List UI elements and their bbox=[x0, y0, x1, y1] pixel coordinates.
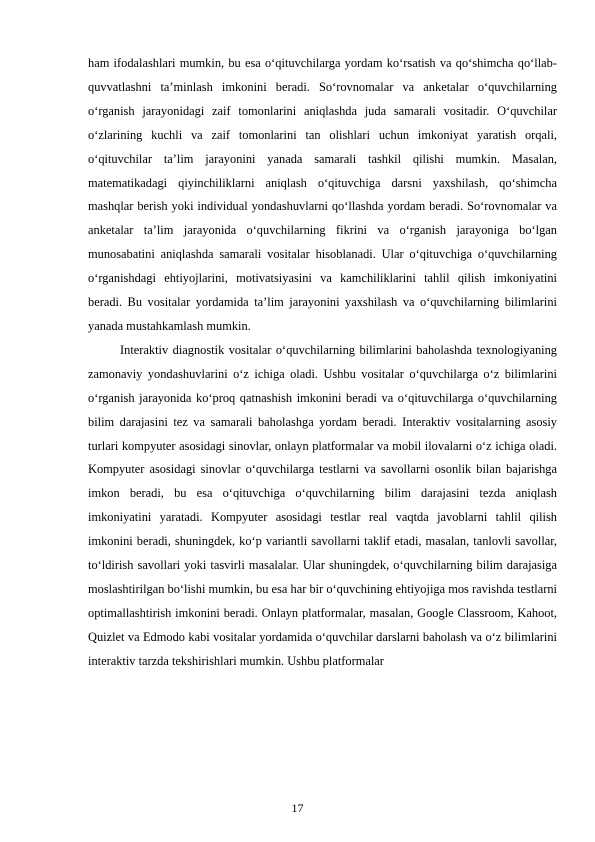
paragraph-continuation: ham ifodalashlari mumkin, bu esa o‘qituvchilarga yordam ko‘rsatish va qo‘shimcha qo‘llab-quvvatlashni ta’minlash imkonini beradi. So‘rovnomalar va anketalar o‘quvchilarning o‘rganish jarayonidagi zaif tomonlarini aniqlashda juda samarali vositadir. O‘quvchilar o‘zlarining kuchli va zaif tomonlarini tan olishlari uchun imkoniyat yaratish orqali, o‘qituvchilar ta’lim jarayonini yanada samarali tashkil qilishi mumkin. Masalan, matematikadagi qiyinchiliklarni aniqlash o‘qituvchiga darsni yaxshilash, qo‘shimcha mashqlar berish yoki individual yondashuvlarni qo‘llashda yordam beradi. So‘rovnomalar va anketalar ta’lim jarayonida o‘quvchilarning fikrini va o‘rganish jarayoniga bo‘lgan munosabatini aniqlashda samarali vositalar hisoblanadi. Ular o‘qituvchiga o‘quvchilarning o‘rganishdagi ehtiyojlarini, motivatsiyasini va kamchiliklarini tahlil qilish imkoniyatini beradi. Bu vositalar yordamida ta’lim jarayonini yaxshilash va o‘quvchilarning bilimlarini yanada mustahkamlash mumkin. bbox=[88, 56, 557, 333]
page-body bbox=[88, 52, 557, 674]
paragraph-interactive-tools: Interaktiv diagnostik vositalar o‘quvchilarning bilimlarini baholashda texnologiyaning zamonaviy yondashuvlarini o‘z ichiga oladi. Ushbu vositalar o‘quvchilarga o‘z bilimlarini o‘rganish jarayonida ko‘proq qatnashish imkonini beradi va o‘qituvchilarga o‘quvchilarning bilim darajasini tez va samarali baholashga yordam beradi. Interaktiv vositalarning asosiy turlari kompyuter asosidagi sinovlar, onlayn platformalar va mobil ilovalarni o‘z ichiga oladi. Kompyuter asosidagi sinovlar o‘quvchilarga testlarni va savollarni osonlik bilan bajarishga imkon beradi, bu esa o‘qituvchiga o‘quvchilarning bilim darajasini tezda aniqlash imkoniyatini yaratadi. Kompyuter asosidagi testlar real vaqtda javoblarni tahlil qilish imkonini beradi, shuningdek, ko‘p variantli savollarni taklif etadi, masalan, tanlovli savollar, to‘ldirish savollari yoki tasvirli masalalar. Ular shuningdek, o‘quvchilarning bilim darajasiga moslashtirilgan bo‘lishi mumkin, bu esa har bir o‘quvchining ehtiyojiga mos ravishda testlarni optimallashtirish imkonini beradi. Onlayn platformalar, masalan, Google Classroom, Kahoot, Quizlet va Edmodo kabi vositalar yordamida o‘quvchilar darslarni baholash va o‘z bilimlarini interaktiv tarzda tekshirishlari mumkin. Ushbu platformalar bbox=[88, 342, 557, 668]
page-number: 17 bbox=[291, 801, 304, 815]
